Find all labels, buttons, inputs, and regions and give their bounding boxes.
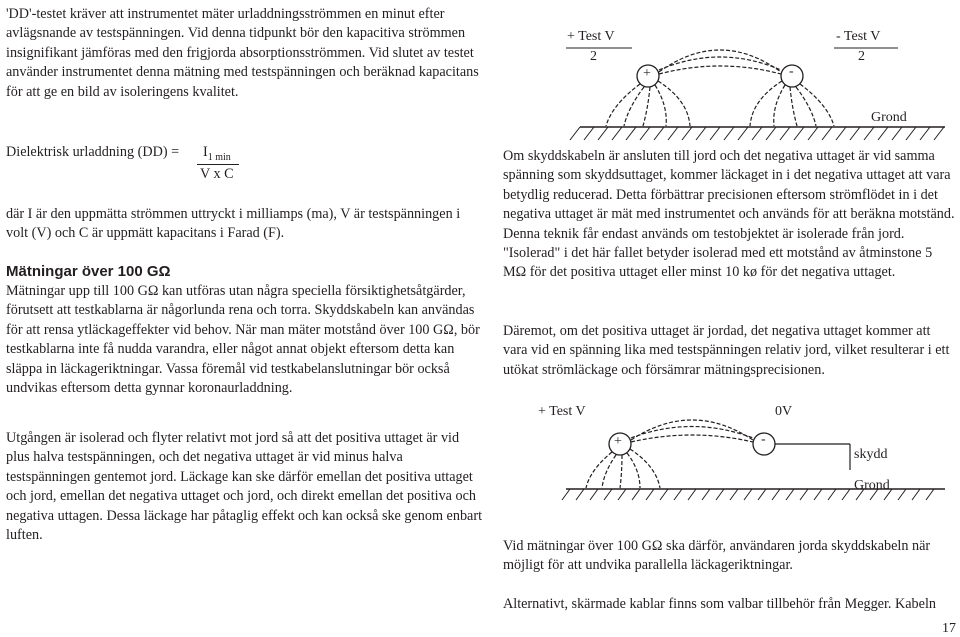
guard-label: skydd (854, 447, 888, 462)
section-heading: Mätningar över 100 GΩ (6, 263, 171, 280)
paragraph-dd-test: 'DD'-testet kräver att instrumentet mäter urladdningsströmmen en minut efter avlägsnande av testspänningen. Vid denna tidpunkt bör den kapacitiva strömmen insignifikant jämföras med den frigjorda absorptionsströmmen. Vid slutet av testet använder instrumentet denna mätning med testspänningen och beräknad kapacitans för att ge en bild av isoleringens kvalitet. (6, 6, 479, 100)
paragraph-isolated-output: Utgången är isolerad och flyter relativt mot jord så att det positiva uttaget är vid plus halva testspänningen, och det negativa uttaget är vid minus halva testspänningen gentemot jord. Läckage kan ske därför emellan det positiva uttaget och jord, emellan det negativa uttaget och jord, och direkt emellan det positiva och negativa uttagen. Dessa läckage har påtaglig effekt och kan också ske genom enbart luften. (6, 430, 483, 544)
paragraph-formula-explanation: där I är den uppmätta strömmen uttryckt i milliamps (ma), V är testspänningen i volt (V) och C är uppmätt kapacitans i Farad (F). (6, 206, 461, 242)
ground-label: Grond (871, 110, 907, 125)
ground-label-2: Grond (854, 478, 890, 493)
formula-numerator: $I_{1 min}$ (203, 144, 231, 163)
minus-test-v-label: - Test V (836, 29, 881, 44)
paragraph-measurements: Mätningar upp till 100 GΩ kan utföras utan några speciella försiktighetsåtgärder, förutsett att testkablarna är någorlunda rena och torra. Skyddskabeln kan användas för att rensa ytläckageffekter vid behov. När man mäter motstånd över 100 GΩ, bör testkablarna inte få nudda varandra, eller något annat objekt eftersom detta kan släppa in läckageriktningar. Vassa föremål vid testkabelanslutningar bör också undvikas eftersom detta gynnar koronaurladdning. (6, 283, 480, 397)
paragraph-ground-guard: Vid mätningar över 100 GΩ ska därför, användaren jorda skyddskabeln när möjligt för att undvika parallella läckageriktningar. (503, 538, 931, 574)
zero-volt-label: 0V (775, 404, 793, 419)
plus-fraction-bar (566, 47, 636, 49)
formula-lhs: Dielektrisk urladdning (DD) = (6, 144, 180, 160)
formula-subscript: 1 min (207, 151, 231, 163)
plus-sign: + (643, 66, 651, 81)
plus-test-v-label-2: + Test V (538, 404, 586, 419)
minus-half-label: 2 (858, 49, 865, 64)
minus-sign: - (789, 64, 794, 79)
page-number: 17 (942, 621, 956, 636)
plus-sign-2: + (614, 434, 622, 449)
plus-test-v-label: + Test V (567, 29, 615, 44)
plus-half-label: 2 (590, 49, 597, 64)
paragraph-shielded-cables: Alternativt, skärmade kablar finns som valbar tillbehör från Megger. Kabeln (503, 596, 936, 612)
paragraph-guard-connected: Om skyddskabeln är ansluten till jord och det negativa uttaget är vid samma spänning som skyddsuttaget, kommer läckaget in i det negativa uttaget att vara betydlig reducerad. Detta förbättrar precisionen eftersom strömflödet in i det negativa uttaget är mät med instrumentet och används för att beräkna motständ. Denna teknik får endast används om testobjektet är isolerade från jord. "Isolerad" i det här fallet betyder isolerad med ett motstånd av åtminstone 5 MΩ för det positiva uttaget eller minst 10 kø för det negativa uttaget. (503, 148, 955, 281)
minus-fraction-bar (834, 47, 904, 49)
paragraph-positive-grounded: Däremot, om det positiva uttaget är jordad, det negativa uttaget kommer att vara vid en spänning lika med testspänningen relativ jord, vilket resulterar i ett utökat strömläckage och försämrar mätningsprecisionen. (503, 323, 950, 378)
dd-formula (6, 144, 234, 182)
guard-leakage-arcs (586, 420, 753, 488)
formula-denominator: V x C (200, 166, 234, 182)
leakage-arcs (606, 50, 834, 126)
minus-sign-2: - (761, 432, 766, 447)
ground-hatching (570, 127, 944, 140)
fraction-bar (197, 164, 239, 165)
leakage-paths-svg (560, 55, 950, 145)
